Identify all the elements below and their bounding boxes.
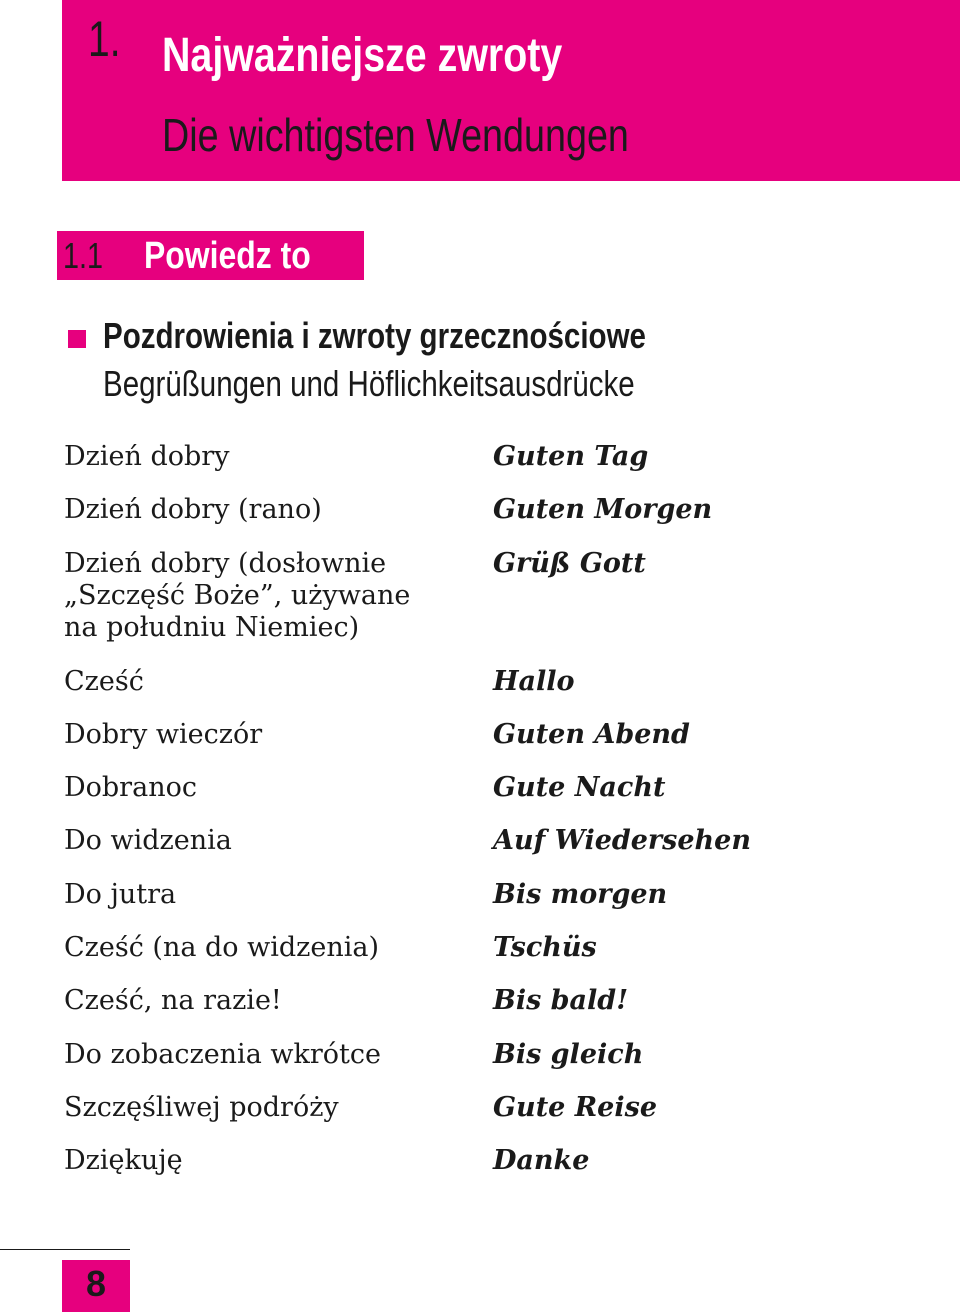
phrase-polish: Dzień dobry (dosłownie „Szczęść Boże”, używane na południu Niemiec) bbox=[64, 548, 411, 643]
phrase-german: Gute Reise bbox=[493, 1092, 657, 1123]
phrase-german: Bis gleich bbox=[493, 1039, 644, 1070]
phrase-german: Auf Wiedersehen bbox=[493, 825, 751, 856]
phrase-polish: Cześć (na do widzenia) bbox=[64, 932, 380, 963]
section-number: 1.1 bbox=[63, 235, 104, 276]
phrase-german: Tschüs bbox=[493, 932, 597, 963]
footer-divider bbox=[0, 1249, 130, 1250]
phrase-german: Danke bbox=[493, 1145, 590, 1176]
phrase-polish: Dzień dobry bbox=[64, 441, 230, 472]
phrase-polish: Szczęśliwej podróży bbox=[64, 1092, 339, 1123]
phrase-polish: Dziękuję bbox=[64, 1145, 183, 1176]
section-title: Powiedz to bbox=[144, 235, 311, 277]
phrase-german: Gute Nacht bbox=[493, 772, 666, 803]
phrase-german: Bis morgen bbox=[493, 879, 668, 910]
phrase-polish: Dobry wieczór bbox=[64, 719, 263, 750]
phrase-german: Guten Morgen bbox=[493, 494, 713, 525]
chapter-title: Najważniejsze zwroty bbox=[162, 29, 563, 82]
phrase-polish: Dzień dobry (rano) bbox=[64, 494, 322, 525]
phrase-german: Guten Abend bbox=[493, 719, 690, 750]
phrase-polish: Cześć, na razie! bbox=[64, 985, 282, 1016]
topic-subtitle: Begrüßungen und Höflichkeitsausdrücke bbox=[103, 363, 635, 404]
chapter-subtitle: Die wichtigsten Wendungen bbox=[162, 109, 629, 161]
phrase-german: Hallo bbox=[493, 666, 575, 697]
phrase-german: Guten Tag bbox=[493, 441, 649, 472]
chapter-number: 1. bbox=[88, 11, 121, 67]
page-number: 8 bbox=[85, 1263, 107, 1304]
phrase-polish: Do zobaczenia wkrótce bbox=[64, 1039, 381, 1070]
phrase-german: Bis bald! bbox=[493, 985, 629, 1016]
phrase-polish: Cześć bbox=[64, 666, 144, 697]
phrase-german: Grüß Gott bbox=[493, 548, 646, 579]
page-number-box bbox=[62, 1260, 130, 1312]
phrase-polish: Do jutra bbox=[64, 879, 177, 910]
phrase-polish: Do widzenia bbox=[64, 825, 232, 856]
phrase-polish: Dobranoc bbox=[64, 772, 197, 803]
topic-title: Pozdrowienia i zwroty grzecznościowe bbox=[103, 315, 646, 356]
